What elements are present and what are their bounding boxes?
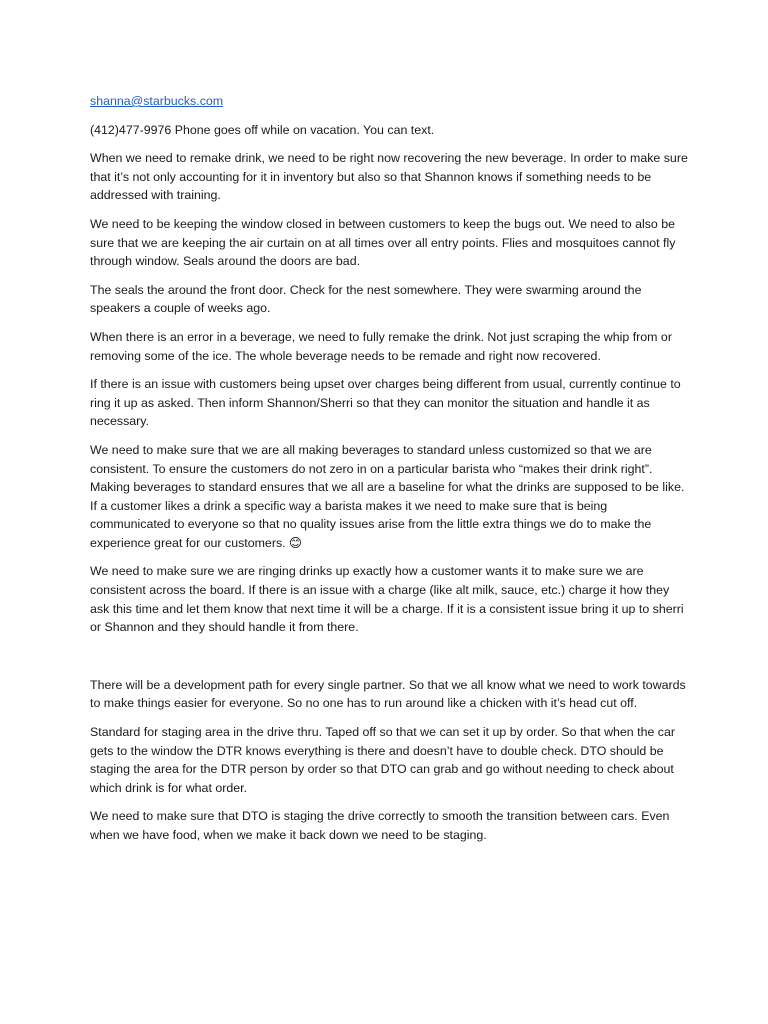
email-link[interactable]: shanna@starbucks.com xyxy=(90,94,224,108)
paragraph-development-path: There will be a development path for every single partner. So that we all know what we need to work towards to make things easier for everyone. So no one has to run around like a chicken with it’s head cut off. xyxy=(90,677,686,711)
paragraph-dto-staging: We need to make sure that DTO is staging the drive correctly to smooth the transition between cars. Even when we have food, when we make it back down we need to be staging. xyxy=(90,809,670,842)
document-page xyxy=(90,92,690,855)
blank-line xyxy=(90,647,690,676)
paragraph-charges-issue: If there is an issue with customers being upset over charges being different from usual, currently continue to ring it up as asked. Then inform Shannon/Sherri so that they can monitor the situation and handle it as necessary. xyxy=(90,377,681,429)
paragraph-beverage-standard: We need to make sure that we are all making beverages to standard unless customized so that we are consistent. To ensure the customers do not zero in on a particular barista who “makes their drink right”. Making beverages to standard ensures that we all are a baseline for what the drinks are supposed to be like. If a customer likes a drink a specific way a barista makes it we need to make sure that is being communicated to everyone so that no quality issues arise from the little extra things we do to make the experience great for our customers. 😊 xyxy=(90,442,685,550)
paragraph-staging-area: Standard for staging area in the drive thru. Taped off so that we can set it up by order. So that when the car gets to the window the DTR knows everything is there and doesn’t have to double check. DTO should be staging the area for the DTR person by order so that DTO can grab and go without needing to check about which drink is for what order. xyxy=(90,725,676,795)
email-line xyxy=(90,92,690,111)
paragraph-ringing-drinks: We need to make sure we are ringing drinks up exactly how a customer wants it to make sure we are consistent across the board. If there is an issue with a charge (like alt milk, sauce, etc.) charge it how they ask this time and let them know that next time it will be a charge. If it is a consistent issue bring it up to sherri or Shannon and they should handle it from there. xyxy=(90,564,684,635)
paragraph-phone: (412)477-9976 Phone goes off while on vacation. You can text. xyxy=(90,122,435,137)
paragraph-beverage-error: When there is an error in a beverage, we need to fully remake the drink. Not just scraping the whip from or removing some of the ice. The whole beverage needs to be remade and right now recovered. xyxy=(90,329,672,363)
paragraph-remake-drink: When we need to remake drink, we need to be right now recovering the new beverage. In order to make sure that it’s not only accounting for it in inventory but also so that Shannon knows if something needs to be addressed with training. xyxy=(90,151,688,203)
paragraph-front-door-seals: The seals the around the front door. Check for the nest somewhere. They were swarming around the speakers a couple of weeks ago. xyxy=(90,282,642,316)
paragraph-window-closed: We need to be keeping the window closed in between customers to keep the bugs out. We need to also be sure that we are keeping the air curtain on at all times over all entry points. Flies and mosquitoes cannot fly through window. Seals around the doors are bad. xyxy=(90,216,676,269)
